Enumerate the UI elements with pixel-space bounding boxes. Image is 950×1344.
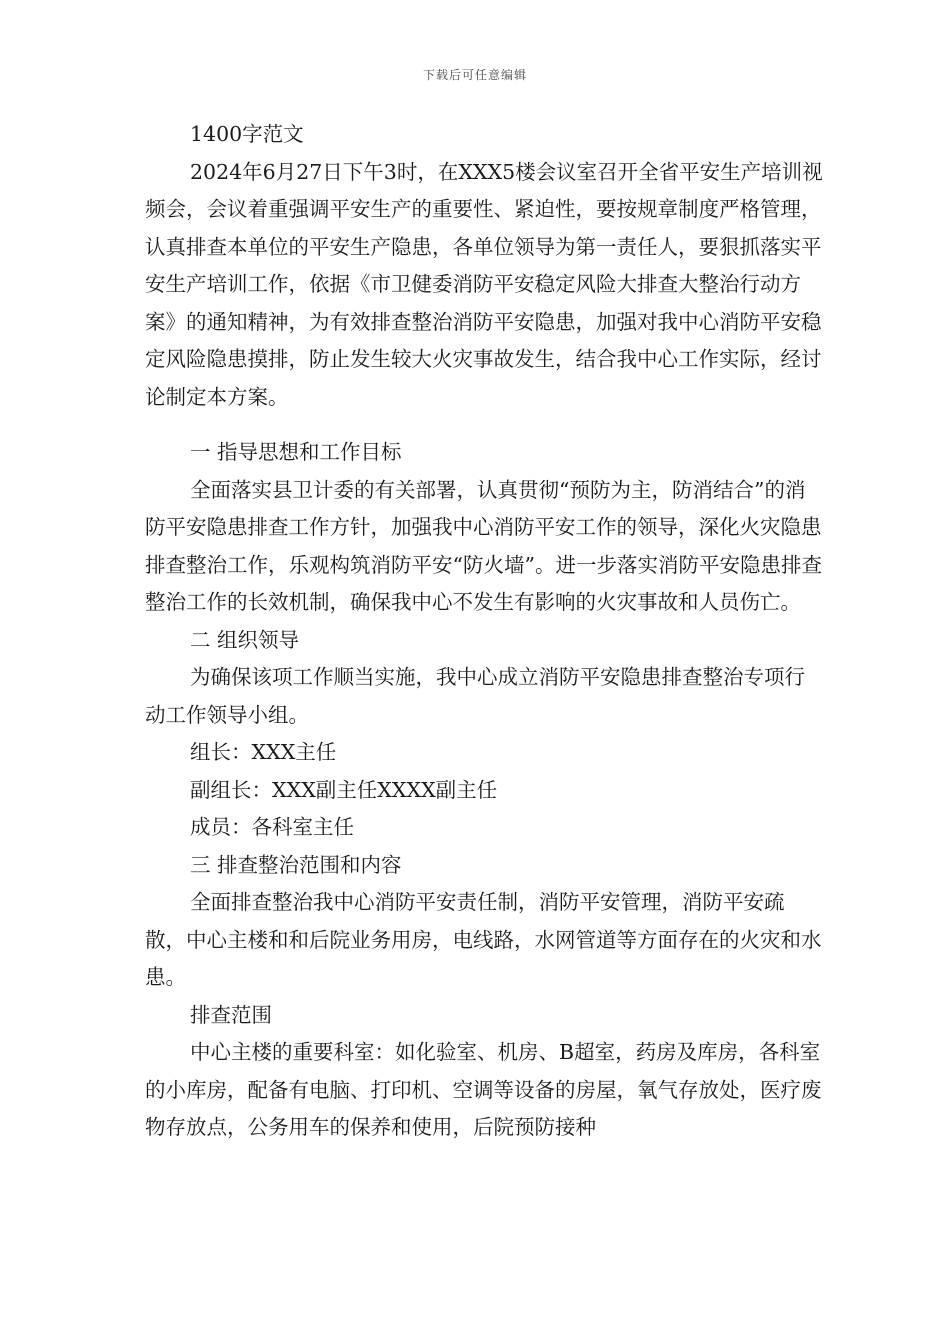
members-line: 成员：各科室主任	[190, 815, 354, 839]
section-2-paragraph: 为确保该项工作顺当实施，我中心成立消防平安隐患排查整治专项行动工作领导小组。	[145, 665, 805, 727]
section-heading-1: 一 指导思想和工作目标	[190, 440, 402, 464]
document-title: 1400字范文	[190, 122, 304, 146]
section-heading-3: 三 排查整治范围和内容	[190, 852, 402, 877]
deputy-leader-line: 副组长：XXX副主任XXXX副主任	[190, 777, 498, 802]
page-header-note: 下载后可任意编辑	[422, 68, 527, 82]
document-body	[145, 116, 825, 1147]
intro-paragraph: 2024年6月27日下午3时，在XXX5楼会议室召开全省平安生产培训视频会，会议着重强调平安生产的重要性、紧迫性，要按规章制度严格管理，认真排查本单位的平安生产隐患，各单位领导为第一责任人，要狠抓落实平安生产培训工作，依据《市卫健委消防平安稳定风险大排查大整治行动方案》的通知精神，为有效排查整治消防平安隐患，加强对我中心消防平安稳定风险隐患摸排，防止发生较大火灾事故发生，结合我中心工作实际，经讨论制定本方案。	[145, 159, 823, 409]
section-1-paragraph: 全面落实县卫计委的有关部署，认真贯彻“预防为主，防消结合”的消防平安隐患排查工作方针，加强我中心消防平安工作的领导，深化火灾隐患排查整治工作，乐观构筑消防平安“防火墙”。进一步落实消防平安隐患排查整治工作的长效机制，确保我中心不发生有影响的火灾事故和人员伤亡。	[145, 477, 822, 614]
leader-line: 组长：XXX主任	[190, 740, 337, 764]
section-3-paragraph: 全面排查整治我中心消防平安责任制，消防平安管理，消防平安疏散，中心主楼和和后院业务用房，电线路，水网管道等方面存在的火灾和水患。	[145, 890, 822, 989]
scope-heading: 排查范围	[190, 1002, 272, 1027]
section-heading-2: 二 组织领导	[190, 627, 300, 652]
scope-paragraph: 中心主楼的重要科室：如化验室、机房、B超室，药房及库房，各科室的小库房，配备有电脑、打印机、空调等设备的房屋，氧气存放处，医疗废物存放点，公务用车的保养和使用，后院预防接种	[145, 1040, 822, 1139]
